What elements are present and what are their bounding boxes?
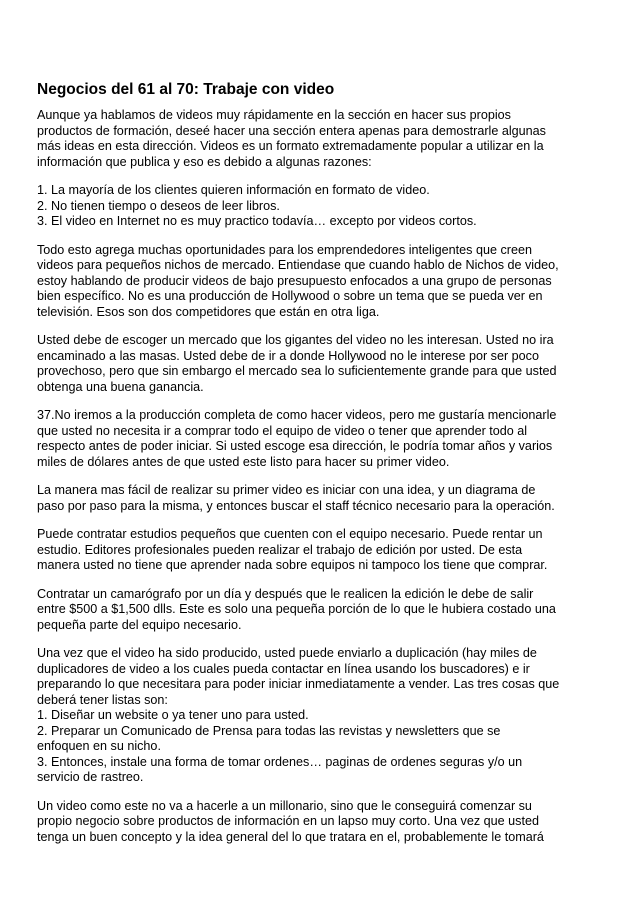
text-line: enfoquen en su nicho. xyxy=(37,739,161,753)
text-line: estudio. Editores profesionales pueden realizar el trabajo de edición por usted. De esta xyxy=(37,542,523,557)
text-line: Aunque ya hablamos de videos muy rápidamente en la sección en hacer sus propios xyxy=(37,108,511,122)
text-line: entre $500 a $1,500 dlls. Este es solo una pequeña porción de lo que le hubiera costado una xyxy=(37,602,556,616)
text-line: videos para pequeños nichos de mercado. Entiendase que cuando hablo de Nichos de video, xyxy=(37,258,559,272)
text-line: respecto antes de poder iniciar. Si usted escoge esa dirección, le podría tomar años y varios xyxy=(37,439,553,453)
paragraph xyxy=(37,646,605,786)
text-line: paso por paso para la misma, y entonces buscar el staff técnico necesario para la operación. xyxy=(37,498,555,513)
text-line: 37.No iremos a la producción completa de como hacer videos, pero me gustaría mencionarle xyxy=(37,408,557,422)
text-line: 1. Diseñar un website o ya tener uno para usted. xyxy=(37,708,309,722)
text-line: La manera mas fácil de realizar su primer video es iniciar con una idea, y un diagrama de xyxy=(37,483,536,497)
text-line: 1. La mayoría de los clientes quieren información en formato de video. xyxy=(37,183,430,197)
paragraph xyxy=(37,483,605,514)
text-line: bien específico. No es una producción de Hollywood o sobre un tema que se pueda ver en xyxy=(37,289,543,303)
text-line: propio negocio sobre productos de información en un lapso muy corto. Una vez que usted xyxy=(37,814,539,828)
paragraph xyxy=(37,108,605,170)
text-line: que usted no necesita ir a comprar todo el equipo de video o tener que aprender todo al xyxy=(37,423,528,438)
paragraph xyxy=(37,183,605,230)
text-line: 2. Preparar un Comunicado de Prensa para todas las revistas y newsletters que se xyxy=(37,723,501,738)
document-body xyxy=(37,80,605,858)
text-line: Usted debe de escoger un mercado que los gigantes del video no les interesan. Usted no ira xyxy=(37,333,554,347)
text-line: información que publica y eso es debido a algunas razones: xyxy=(37,154,372,169)
text-line: provechoso, pero que sin embargo el mercado sea lo suficientemente grande para que usted xyxy=(37,364,557,378)
text-line: Puede contratar estudios pequeños que cuenten con el equipo necesario. Puede rentar un xyxy=(37,527,543,541)
paragraph xyxy=(37,408,605,470)
text-line: estoy hablando de producir videos de bajo presupuesto enfocados a una grupo de personas xyxy=(37,273,552,288)
text-line: deberá tener listas son: xyxy=(37,692,168,707)
text-line: Contratar un camarógrafo por un día y después que le realicen la edición le debe de salir xyxy=(37,586,534,601)
text-line: más ideas en esta dirección. Videos es un formato extremadamente popular a utilizar en la xyxy=(37,139,544,153)
text-line: miles de dólares antes de que usted este listo para hacer su primer video. xyxy=(37,454,450,469)
text-line: Una vez que el video ha sido producido, usted puede enviarlo a duplicación (hay miles de xyxy=(37,646,537,660)
paragraph xyxy=(37,799,605,846)
paragraph xyxy=(37,243,605,321)
text-line: Un video como este no va a hacerle a un millonario, sino que le conseguirá comenzar su xyxy=(37,798,532,813)
text-line: encaminado a las masas. Usted debe de ir a donde Hollywood no le interese por ser poco xyxy=(37,348,539,363)
text-line: preparando lo que necesitara para poder iniciar inmediatamente a vender. Las tres cosas que xyxy=(37,677,560,691)
text-line: productos de formación, deseé hacer una sección entera apenas para demostrarle algunas xyxy=(37,123,546,138)
text-line: manera usted no tiene que aprender nada sobre equipos ni tampoco los tiene que comprar. xyxy=(37,558,548,572)
text-line: televisión. Esos son dos competidores que están en otra liga. xyxy=(37,304,380,319)
paragraph xyxy=(37,587,605,634)
paragraph xyxy=(37,333,605,395)
text-line: 3. El video en Internet no es muy practico todavía… excepto por videos cortos. xyxy=(37,214,477,228)
text-line: obtenga una buena ganancia. xyxy=(37,379,204,394)
paragraph xyxy=(37,527,605,574)
text-line: servicio de rastreo. xyxy=(37,770,144,784)
text-line: 2. No tienen tiempo o deseos de leer libros. xyxy=(37,198,280,213)
document-title: Negocios del 61 al 70: Trabaje con video xyxy=(37,81,335,98)
text-line: duplicadores de video a los cuales pueda contactar en línea usando los buscadores) e ir xyxy=(37,661,530,676)
text-line: 3. Entonces, instale una forma de tomar ordenes… paginas de ordenes seguras y/o un xyxy=(37,754,523,769)
text-line: Todo esto agrega muchas oportunidades para los emprendedores inteligentes que creen xyxy=(37,242,532,257)
text-line: pequeña parte del equipo necesario. xyxy=(37,617,242,632)
text-line: tenga un buen concepto y la idea general del lo que tratara en el, probablemente le tomará xyxy=(37,829,544,844)
